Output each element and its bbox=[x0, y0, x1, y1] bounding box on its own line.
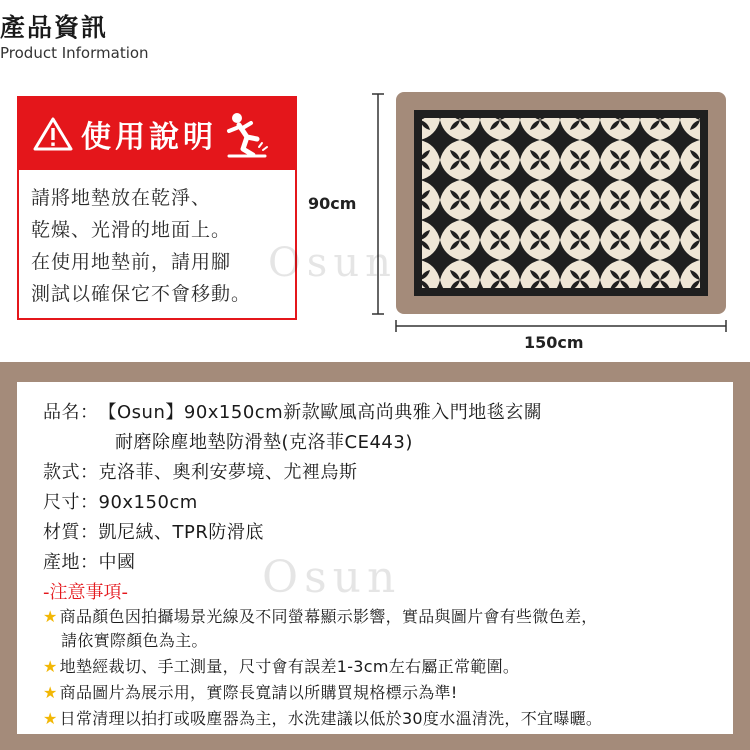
origin-label: 產地： bbox=[43, 552, 99, 573]
notice-item: ★ 商品圖片為展示用，實際長寬請以所購買規格標示為準! bbox=[43, 683, 458, 702]
style-value: 克洛菲、奧利安夢境、尤裡烏斯 bbox=[98, 462, 358, 483]
notice-item: ★ 商品顏色因拍攝場景光線及不同螢幕顯示影響，實品與圖片會有些微色差， bbox=[43, 607, 598, 626]
mat-illustration bbox=[300, 80, 740, 360]
origin-value: 中國 bbox=[98, 552, 136, 573]
notice-title: -注意事項- bbox=[43, 582, 128, 603]
material-label: 材質： bbox=[43, 522, 99, 543]
material-value: 凱尼絨、TPR防滑底 bbox=[98, 522, 264, 543]
product-name-value-cont: 耐磨除塵地墊防滑墊(克洛菲CE443) bbox=[115, 432, 413, 453]
mat-pattern bbox=[422, 118, 700, 288]
usage-line: 在使用地墊前，請用腳 bbox=[31, 251, 232, 273]
product-name-value: 【Osun】90x150cm新款歐風高尚典雅入門地毯玄關 bbox=[98, 402, 543, 423]
origin-row bbox=[43, 548, 136, 574]
product-name-label: 品名： bbox=[43, 402, 99, 423]
slipping-person-icon bbox=[225, 109, 269, 159]
star-icon: ★ bbox=[43, 709, 58, 728]
size-row bbox=[43, 488, 198, 514]
style-label: 款式： bbox=[43, 462, 99, 483]
size-value: 90x150cm bbox=[98, 492, 198, 513]
size-label: 尺寸： bbox=[43, 492, 99, 513]
product-info-panel bbox=[17, 382, 733, 734]
usage-line: 測試以確保它不會移動。 bbox=[31, 283, 252, 305]
width-label: 150cm bbox=[524, 333, 584, 352]
usage-title: 使用說明 bbox=[81, 120, 217, 155]
star-icon: ★ bbox=[43, 683, 58, 702]
star-icon: ★ bbox=[43, 607, 58, 626]
page-subtitle: Product Information bbox=[0, 44, 149, 62]
warning-triangle-icon bbox=[33, 116, 73, 152]
style-row bbox=[43, 458, 358, 484]
usage-instructions-box bbox=[17, 96, 297, 320]
usage-header bbox=[19, 98, 295, 170]
usage-text bbox=[19, 170, 295, 310]
material-row bbox=[43, 518, 264, 544]
watermark-logo: Osun bbox=[262, 552, 402, 603]
notice-item: ★ 日常清理以拍打或吸塵器為主，水洗建議以低於30度水溫清洗，不宜曝曬。 bbox=[43, 709, 603, 728]
watermark-logo: Osun bbox=[268, 240, 397, 286]
product-name-row bbox=[43, 398, 542, 424]
height-label: 90cm bbox=[308, 194, 357, 213]
notice-item-cont: 請依實際顏色為主。 bbox=[61, 631, 208, 650]
page-title: 產品資訊 bbox=[0, 13, 109, 42]
usage-line: 乾燥、光滑的地面上。 bbox=[31, 219, 232, 241]
usage-line: 請將地墊放在乾淨、 bbox=[31, 187, 212, 209]
star-icon: ★ bbox=[43, 657, 58, 676]
notice-item: ★ 地墊經裁切、手工測量，尺寸會有誤差1-3cm左右屬正常範圍。 bbox=[43, 657, 520, 676]
